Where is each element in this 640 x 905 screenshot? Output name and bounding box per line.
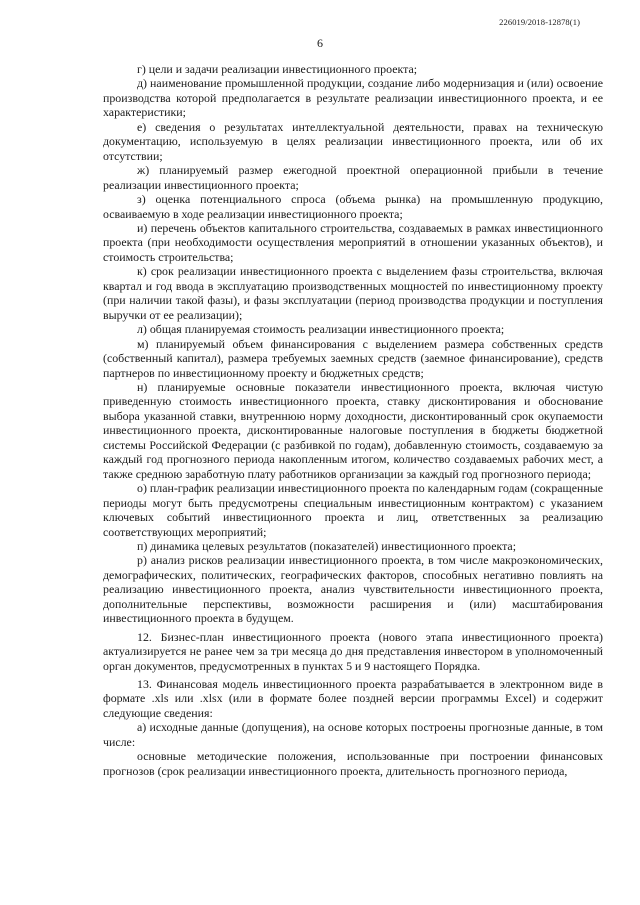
paragraph-12: 12. Бизнес-план инвестиционного проекта (нового этапа инвестиционного проекта) актуализируется не ранее чем за три месяца до дня представления инвестором в уполномоченный орган документов, предусмотренных в пунктах 5 и 9 настоящего Порядка. — [103, 629, 603, 673]
document-id: 226019/2018-12878(1) — [499, 17, 580, 27]
paragraph-r: р) анализ рисков реализации инвестиционного проекта, в том числе макроэкономических, демографических, политических, географических факторов, способных негативно повлиять на реализацию инвестиционного проекта, анализ чувствительности инвестиционного проекта, дополнительные перспективы, возможности расширения и (или) масштабирования инвестиционного проекта в будущем. — [103, 553, 603, 626]
paragraph-13-a: а) исходные данные (допущения), на основе которых построены прогнозные данные, в том числе: — [103, 720, 603, 749]
paragraph-n: н) планируемые основные показатели инвестиционного проекта, включая чистую приведенную стоимость инвестиционного проекта, ставку дисконтирования и обоснование выбора указанной ставки, внутреннюю норму доходности, дисконтированный срок окупаемости инвестиционного проекта, дисконтированные налоговые поступления в бюджеты бюджетной системы Российской Федерации (с разбивкой по годам), добавленную стоимость, создаваемую за каждый год прогнозного периода накопленным итогом, количество создаваемых рабочих мест, а также среднюю заработную плату работников организации за каждый год прогнозного периода; — [103, 379, 603, 481]
paragraph-13-a-1: основные методические положения, использованные при построении финансовых прогнозов (срок реализации инвестиционного проекта, длительность прогнозного периода, — [103, 749, 603, 778]
paragraph-g: г) цели и задачи реализации инвестиционного проекта; — [137, 62, 418, 76]
document-body — [103, 62, 603, 778]
page-number: 6 — [317, 36, 323, 50]
paragraph-o: о) план-график реализации инвестиционного проекта по календарным годам (сокращенные периоды могут быть предусмотрены специальным инвестиционным контрактом) с указанием ключевых событий инвестиционного проекта и лиц, ответственных за реализацию соответствующих мероприятий; — [103, 481, 603, 539]
paragraph-zh: ж) планируемый размер ежегодной проектной операционной прибыли в течение реализации инвестиционного проекта; — [103, 163, 603, 192]
paragraph-k: к) срок реализации инвестиционного проекта с выделением фазы строительства, включая квартал и год ввода в эксплуатацию производственных мощностей по инвестиционному проекту (при наличии такой фазы), и фазы эксплуатации (период производства продукции и поступления выручки от ее реализации); — [103, 264, 603, 322]
paragraph-l: л) общая планируемая стоимость реализации инвестиционного проекта; — [137, 322, 505, 337]
paragraph-e: е) сведения о результатах интеллектуальной деятельности, правах на техническую документацию, используемую в целях реализации инвестиционного проекта, или об их отсутствии; — [103, 119, 603, 163]
paragraph-z: з) оценка потенциального спроса (объема рынка) на промышленную продукцию, осваиваемую в ходе реализации инвестиционного проекта; — [103, 192, 603, 221]
paragraph-i: и) перечень объектов капитального строительства, создаваемых в рамках инвестиционного проекта (при необходимости осуществления мероприятий в отношении указанных объектов), и стоимость строительства; — [103, 220, 603, 264]
paragraph-13: 13. Финансовая модель инвестиционного проекта разрабатывается в электронном виде в формате .xls или .xlsx (или в формате более поздней версии программы Excel) и содержит следующие сведения: — [103, 677, 603, 720]
paragraph-m: м) планируемый объем финансирования с выделением размера собственных средств (собственный капитал), размера требуемых заемных средств (заемное финансирование), средств партнеров по инвестиционному проекту и бюджетных средств; — [103, 336, 603, 380]
paragraph-p: п) динамика целевых результатов (показателей) инвестиционного проекта; — [137, 538, 517, 553]
paragraph-d: д) наименование промышленной продукции, создание либо модернизация и (или) освоение производства которой предполагается в результате реализации инвестиционного проекта, и ее характеристики; — [103, 76, 603, 120]
